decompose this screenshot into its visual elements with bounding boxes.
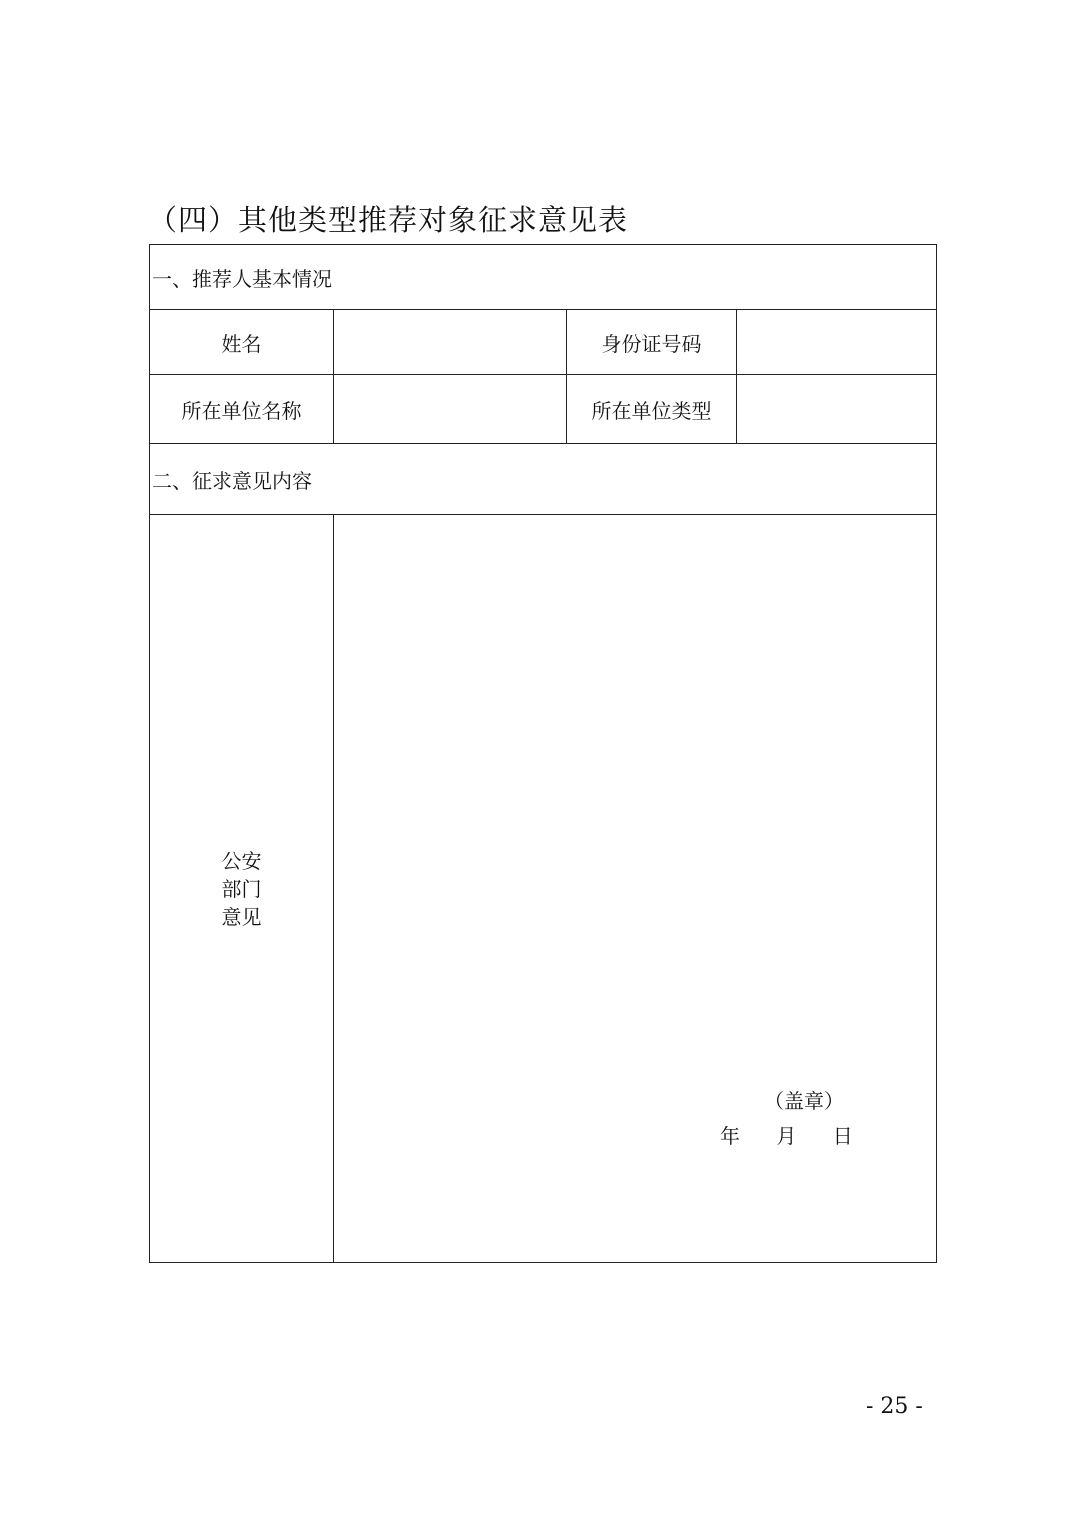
name-label: 姓名 [150,310,334,375]
opinion-label-line: 部门 [221,876,262,901]
section-opinion-heading: 二、征求意见内容 [150,444,937,515]
opinion-label-line: 意见 [221,904,262,929]
id-number-field[interactable] [737,310,937,375]
unit-type-label: 所在单位类型 [567,375,737,444]
police-opinion-label-cell [150,515,334,1263]
date-day-label: 日 [832,1124,853,1148]
seal-label: （盖章） [764,1089,844,1113]
date-line [720,1120,853,1149]
unit-type-field[interactable] [737,375,937,444]
page-number: - 25 - [866,1394,923,1419]
police-opinion-label [222,847,262,931]
section-basic-info-heading: 一、推荐人基本情况 [150,245,937,310]
opinion-label-line: 公安 [221,848,262,873]
unit-name-label: 所在单位名称 [150,375,334,444]
page-title: （四）其他类型推荐对象征求意见表 [148,203,629,237]
name-field[interactable] [334,310,567,375]
police-opinion-field[interactable] [334,515,937,1263]
id-number-label: 身份证号码 [567,310,737,375]
unit-name-field[interactable] [334,375,567,444]
opinion-form-table [149,244,937,1263]
date-year-label: 年 [720,1124,740,1148]
date-month-label: 月 [776,1124,797,1148]
